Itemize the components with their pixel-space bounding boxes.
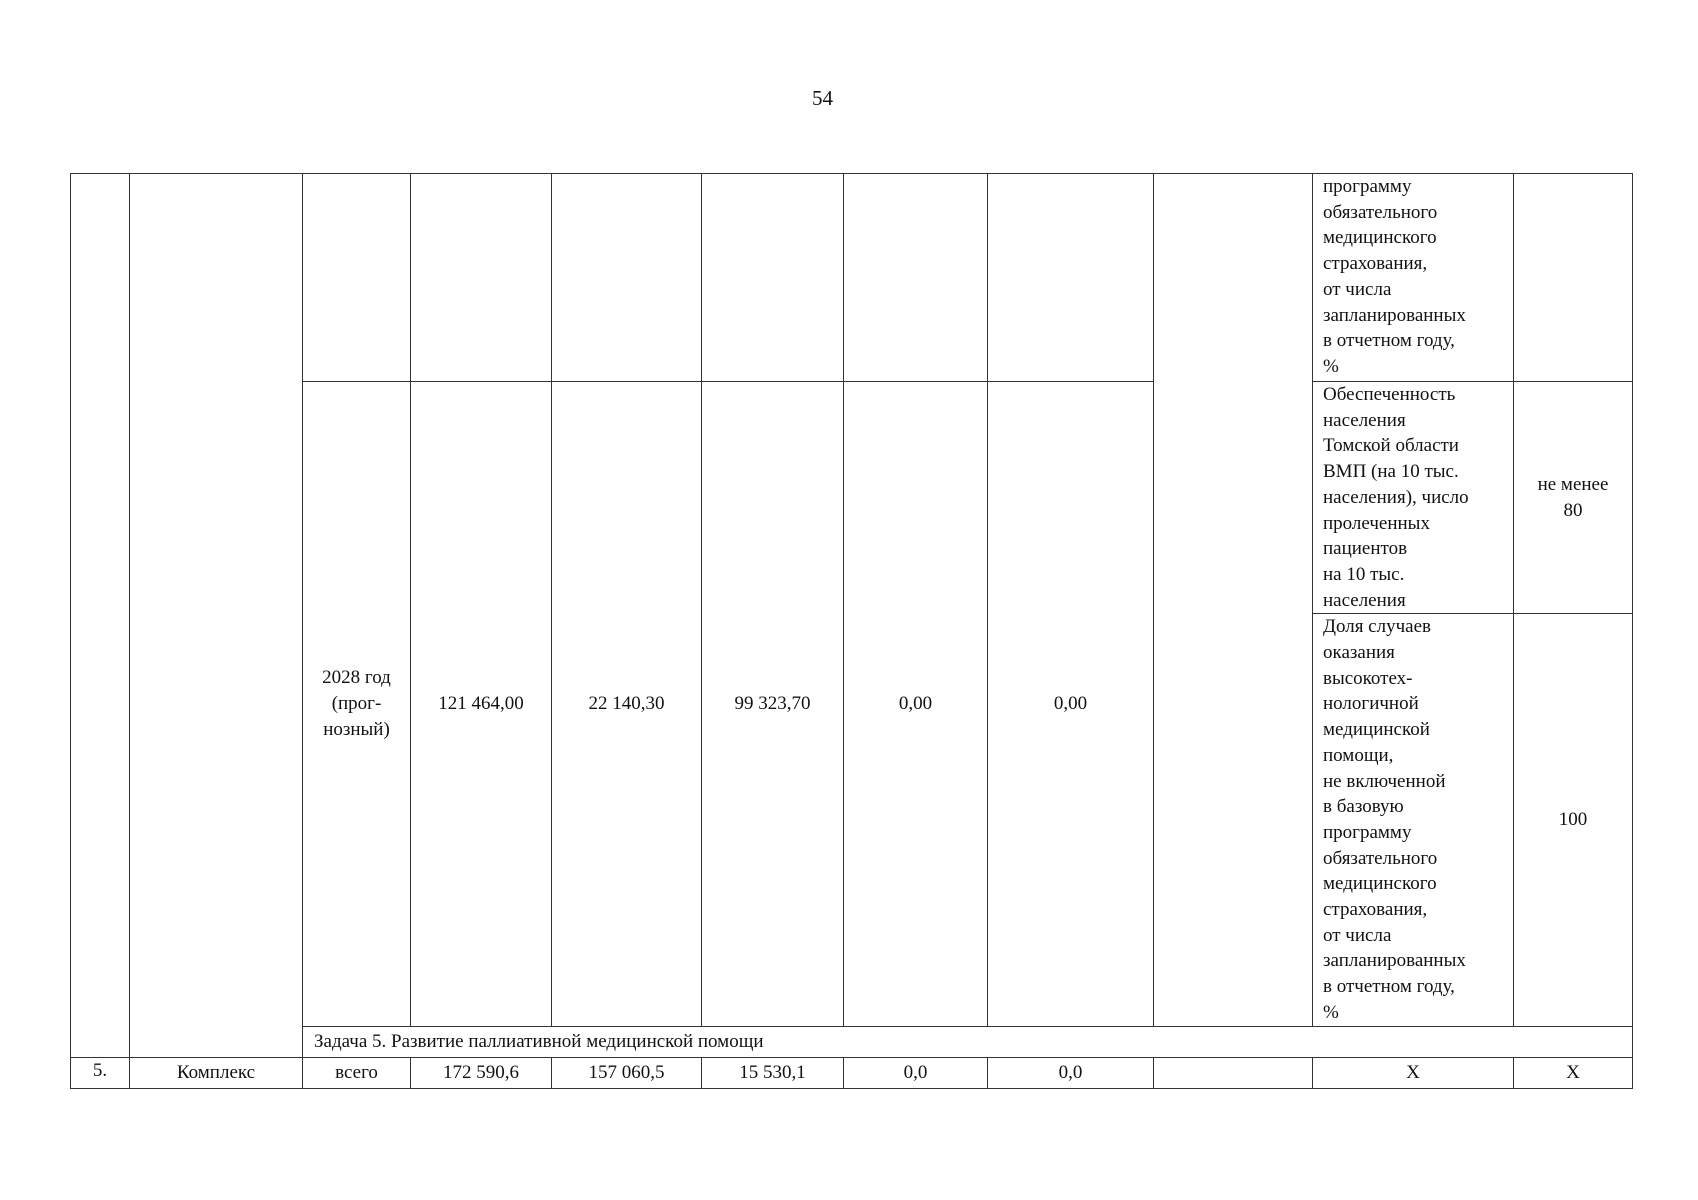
other-cell: 0,0: [988, 1057, 1154, 1088]
executor-cell: [1154, 1057, 1313, 1088]
federal-cell: 157 060,5: [552, 1057, 702, 1088]
task-number: 5.: [71, 1057, 130, 1088]
local-cell: 0,0: [844, 1057, 988, 1088]
federal-cell: 22 140,30: [552, 382, 702, 1027]
total-cell: 121 464,00: [411, 382, 552, 1027]
table-row: [71, 174, 1633, 382]
table-row: [71, 382, 1633, 614]
regional-cell: 99 323,70: [702, 382, 844, 1027]
federal-cell-empty: [552, 174, 702, 382]
indicator-value: 100: [1514, 614, 1633, 1026]
task-header-row: [71, 1026, 1633, 1057]
program-table: [70, 173, 1633, 1089]
total-cell: 172 590,6: [411, 1057, 552, 1088]
name-cell-empty: [130, 174, 303, 1058]
other-cell: 0,00: [988, 382, 1154, 1027]
page-number: 54: [812, 86, 833, 110]
indicator-continuation: программу обязательного медицинского страхования, от числа запланированных в отчетном году, %: [1313, 174, 1514, 382]
executor-cell-empty: [1154, 174, 1313, 1027]
table-row: [71, 1057, 1633, 1088]
indicator-name: Доля случаев оказания высокотех- нологичной медицинской помощи, не включенной в базовую программу обязательного медицинского страхования, от числа запланированных в отчетном году, %: [1313, 614, 1514, 1026]
indicator-value-empty: [1514, 174, 1633, 382]
other-cell-empty: [988, 174, 1154, 382]
year-cell-empty: [303, 174, 411, 382]
number-cell-empty: [71, 174, 130, 1058]
indicator-name: Обеспеченность населения Томской области ВМП (на 10 тыс. населения), число пролеченных пациентов на 10 тыс. населения: [1313, 382, 1514, 614]
indicator-cell: X: [1313, 1057, 1514, 1088]
period-cell: всего: [303, 1057, 411, 1088]
regional-cell: 15 530,1: [702, 1057, 844, 1088]
local-cell: 0,00: [844, 382, 988, 1027]
indicator-value-cell: X: [1514, 1057, 1633, 1088]
regional-cell-empty: [702, 174, 844, 382]
year-cell: 2028 год (прог- нозный): [303, 382, 411, 1027]
local-cell-empty: [844, 174, 988, 382]
complex-name: Комплекс: [130, 1057, 303, 1088]
total-cell-empty: [411, 174, 552, 382]
task-title: Задача 5. Развитие паллиативной медицинской помощи: [303, 1026, 1633, 1057]
indicator-value: не менее 80: [1514, 382, 1633, 614]
